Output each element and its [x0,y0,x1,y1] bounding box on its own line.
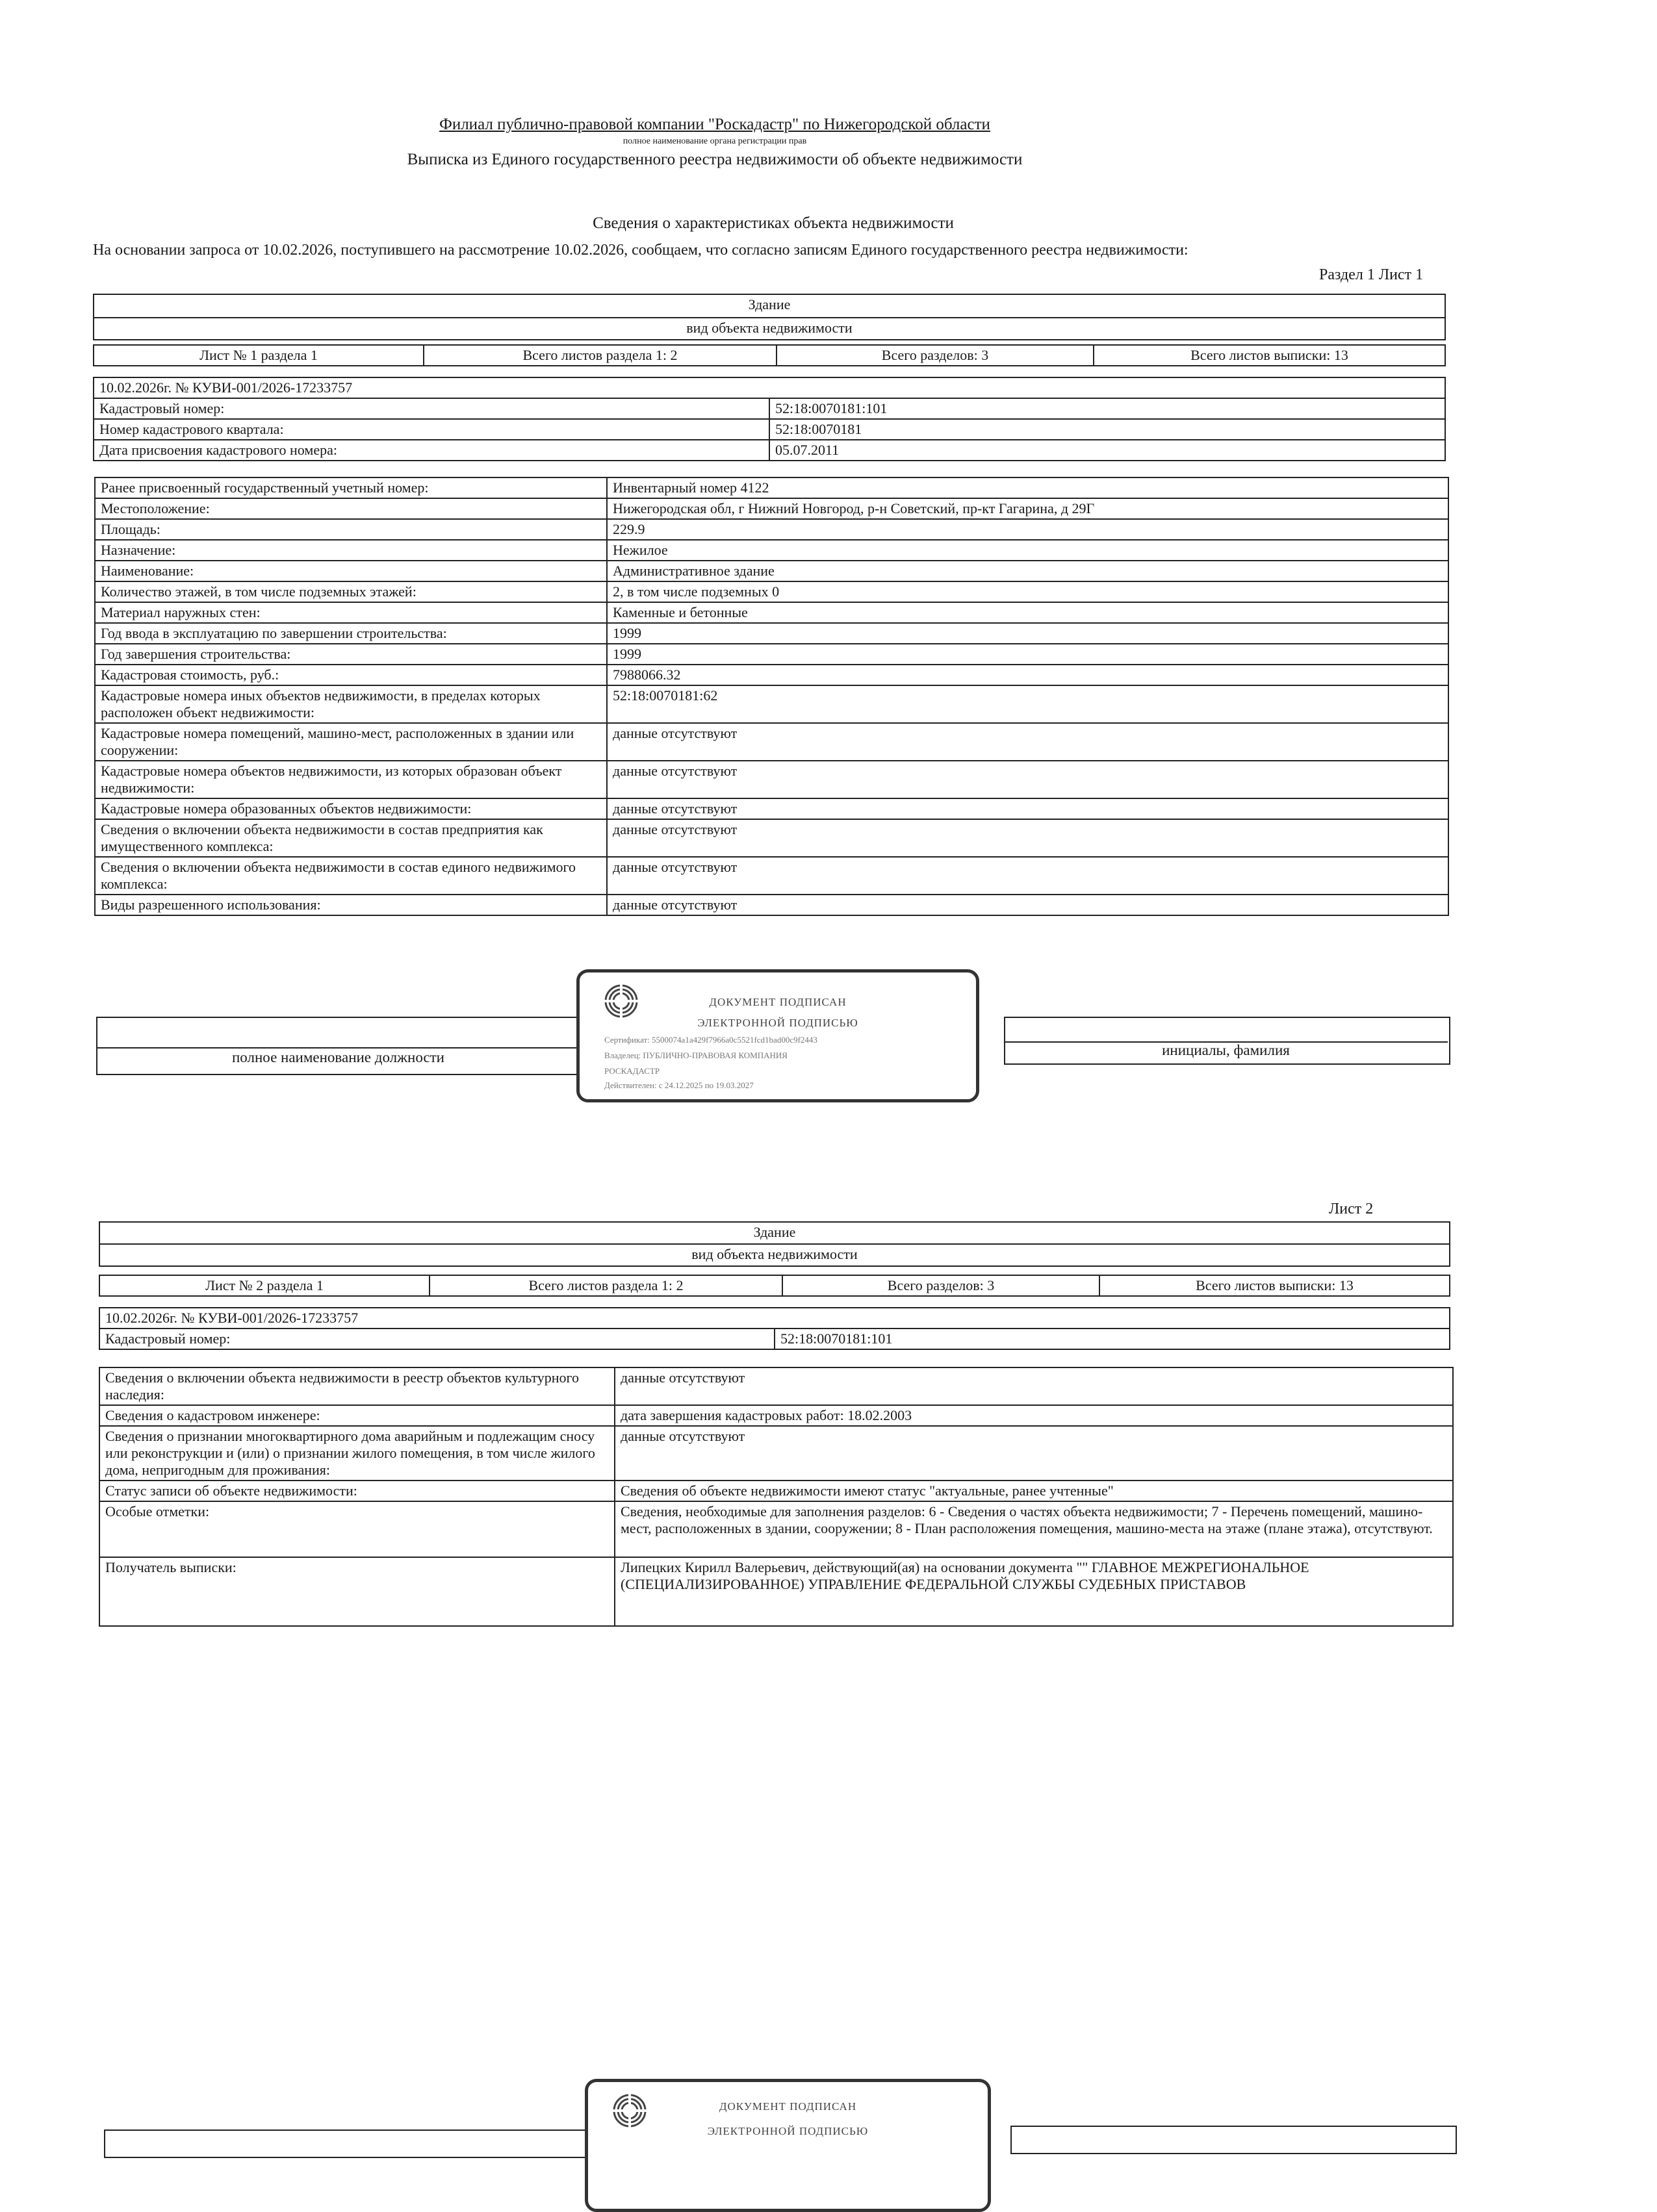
field-label: Площадь: [95,519,607,540]
field-value: 52:18:0070181:101 [769,398,1445,419]
stamp-validity: Действителен: с 24.12.2025 по 19.03.2027 [604,1080,754,1090]
table-row [95,602,1448,623]
field-label: Статус записи об объекте недвижимости: [99,1481,615,1501]
field-value: данные отсутствуют [607,761,1448,798]
section-title: Сведения о характеристиках объекта недвижимости [593,214,954,232]
counter-section-sheets: Всего листов раздела 1: 2 [430,1275,782,1296]
sheet2-cadastral-table [99,1307,1450,1350]
field-value: 1999 [607,623,1448,644]
field-value: данные отсутствуют [607,798,1448,819]
divider [96,1047,580,1049]
table-row [95,761,1448,798]
sheet1-label: Раздел 1 Лист 1 [1319,266,1424,283]
field-label: Материал наружных стен: [95,602,607,623]
counter-total-sheets: Всего листов выписки: 13 [1094,345,1445,366]
position-caption: полное наименование должности [232,1049,444,1065]
sheet2-details-table [99,1367,1454,1627]
counter-sheet: Лист № 2 раздела 1 [99,1275,430,1296]
e-signature-stamp [585,2079,991,2212]
table-row [99,1501,1453,1557]
field-label: Кадастровый номер: [94,398,769,419]
field-value: данные отсутствуют [607,819,1448,857]
field-value: Каменные и бетонные [607,602,1448,623]
stamp-line1: ДОКУМЕНТ ПОДПИСАН [719,2100,857,2113]
table-row [95,477,1448,498]
table-row [95,857,1448,895]
stamp-owner-name: РОСКАДАСТР [604,1066,660,1076]
stamp-line2: ЭЛЕКТРОННОЙ ПОДПИСЬЮ [707,2125,869,2137]
field-label: Назначение: [95,540,607,561]
sheet2-label: Лист 2 [1329,1201,1374,1217]
table-row [95,895,1448,915]
stamp-line1: ДОКУМЕНТ ПОДПИСАН [709,996,847,1008]
signature-position-box [104,2129,591,2158]
field-value: данные отсутствуют [615,1426,1453,1481]
stamp-line2: ЭЛЕКТРОННОЙ ПОДПИСЬЮ [697,1017,858,1029]
table-row [95,798,1448,819]
table-row [99,1481,1453,1501]
field-label: Виды разрешенного использования: [95,895,607,915]
field-label: Кадастровая стоимость, руб.: [95,665,607,685]
table-row [95,519,1448,540]
field-label: Сведения о кадастровом инженере: [99,1405,615,1426]
field-label: Номер кадастрового квартала: [94,419,769,440]
sheet1-cadastral-table [93,377,1446,461]
org-name: Филиал публично-правовой компании "Роскадастр" по Нижегородской области [439,116,990,133]
table-row [99,1328,1450,1349]
object-type-caption: вид объекта недвижимости [94,318,1445,340]
table-row [95,561,1448,581]
field-label: Получатель выписки: [99,1557,615,1626]
field-value: Административное здание [607,561,1448,581]
table-row [99,1557,1453,1626]
document-title: Выписка из Единого государственного реестра недвижимости об объекте недвижимости [407,151,1023,168]
extract-reference: 10.02.2026г. № КУВИ-001/2026-17233757 [99,1308,1450,1328]
table-row [95,723,1448,761]
table-row [94,398,1445,419]
table-row [95,540,1448,561]
field-value: 52:18:0070181 [769,419,1445,440]
field-label: Количество этажей, в том числе подземных этажей: [95,581,607,602]
field-label: Сведения о включении объекта недвижимости в состав предприятия как имущественного комплекса: [95,819,607,857]
field-value: 52:18:0070181:101 [775,1328,1450,1349]
signature-position-box [96,1017,583,1075]
field-value: 05.07.2011 [769,440,1445,461]
sheet2-counters [99,1275,1450,1297]
stamp-owner: Владелец: ПУБЛИЧНО-ПРАВОВАЯ КОМПАНИЯ [604,1050,788,1060]
field-value: 2, в том числе подземных 0 [607,581,1448,602]
field-label: Ранее присвоенный государственный учетный номер: [95,477,607,498]
field-label: Особые отметки: [99,1501,615,1557]
table-row [95,498,1448,519]
field-label: Год завершения строительства: [95,644,607,665]
table-row [99,1405,1453,1426]
field-label: Сведения о включении объекта недвижимости в состав единого недвижимого комплекса: [95,857,607,895]
table-row [99,1367,1453,1405]
object-type: Здание [99,1222,1450,1244]
sheet1-characteristics-table [94,477,1449,916]
table-row [94,440,1445,461]
object-type: Здание [94,294,1445,318]
sheet2-object-type-table [99,1221,1450,1267]
stamp-certificate: Сертификат: 5500074a1a429f7966a0c5521fcd1bad00c9f2443 [604,1035,817,1045]
field-label: Год ввода в эксплуатацию по завершении строительства: [95,623,607,644]
field-value: данные отсутствуют [607,723,1448,761]
field-label: Сведения о признании многоквартирного дома аварийным и подлежащим сносу или реконструкции и (или) о признании жилого помещения, в том числе жилого дома, непригодным для проживания: [99,1426,615,1481]
extract-reference: 10.02.2026г. № КУВИ-001/2026-17233757 [94,377,1445,398]
field-value: Сведения об объекте недвижимости имеют статус "актуальные, ранее учтенные" [615,1481,1453,1501]
counter-section-sheets: Всего листов раздела 1: 2 [424,345,777,366]
counter-sheet: Лист № 1 раздела 1 [94,345,424,366]
field-value: данные отсутствуют [607,895,1448,915]
sheet1-counters [93,344,1446,366]
field-value: 7988066.32 [607,665,1448,685]
field-value: 229.9 [607,519,1448,540]
field-label: Кадастровые номера иных объектов недвижимости, в пределах которых расположен объект недвижимости: [95,685,607,723]
table-row [95,623,1448,644]
field-label: Сведения о включении объекта недвижимости в реестр объектов культурного наследия: [99,1367,615,1405]
table-row [95,819,1448,857]
field-value: данные отсутствуют [607,857,1448,895]
field-value: 52:18:0070181:62 [607,685,1448,723]
counter-sections: Всего разделов: 3 [777,345,1094,366]
counter-sections: Всего разделов: 3 [782,1275,1099,1296]
field-value: Инвентарный номер 4122 [607,477,1448,498]
field-label: Кадастровые номера объектов недвижимости, из которых образован объект недвижимости: [95,761,607,798]
field-value: Нижегородская обл, г Нижний Новгород, р-н Советский, пр-кт Гагарина, д 29Г [607,498,1448,519]
name-caption: инициалы, фамилия [1162,1042,1290,1058]
counter-total-sheets: Всего листов выписки: 13 [1099,1275,1450,1296]
table-row [95,581,1448,602]
table-row [94,419,1445,440]
e-signature-stamp [576,969,979,1102]
field-value: Нежилое [607,540,1448,561]
object-type-caption: вид объекта недвижимости [99,1244,1450,1266]
field-value: Липецких Кирилл Валерьевич, действующий(ая) на основании документа "" ГЛАВНОЕ МЕЖРЕГИОНАЛЬНОЕ (СПЕЦИАЛИЗИРОВАННОЕ) УПРАВЛЕНИЕ ФЕДЕРАЛЬНОЙ СЛУЖБЫ СУДЕБНЫХ ПРИСТАВОВ [615,1557,1453,1626]
table-row [95,685,1448,723]
field-label: Кадастровые номера помещений, машино-мест, расположенных в здании или сооружении: [95,723,607,761]
org-caption: полное наименование органа регистрации прав [623,136,807,146]
field-label: Кадастровые номера образованных объектов недвижимости: [95,798,607,819]
field-value: Сведения, необходимые для заполнения разделов: 6 - Сведения о частях объекта недвижимости; 7 - Перечень помещений, машино-мест, расположенных в здании, сооружении; 8 - План расположения помещения, машино-места на этаже (плане этажа), отсутствуют. [615,1501,1453,1557]
field-label: Наименование: [95,561,607,581]
request-text: На основании запроса от 10.02.2026, поступившего на рассмотрение 10.02.2026, сообщаем, что согласно записям Единого государственного реестра недвижимости: [93,242,1188,259]
field-label: Кадастровый номер: [99,1328,775,1349]
table-row [95,665,1448,685]
field-label: Местоположение: [95,498,607,519]
field-value: дата завершения кадастровых работ: 18.02.2003 [615,1405,1453,1426]
sheet1-object-type-table [93,294,1446,340]
field-value: 1999 [607,644,1448,665]
table-row [95,644,1448,665]
table-row [99,1426,1453,1481]
field-value: данные отсутствуют [615,1367,1453,1405]
field-label: Дата присвоения кадастрового номера: [94,440,769,461]
signature-name-box [1010,2126,1457,2154]
